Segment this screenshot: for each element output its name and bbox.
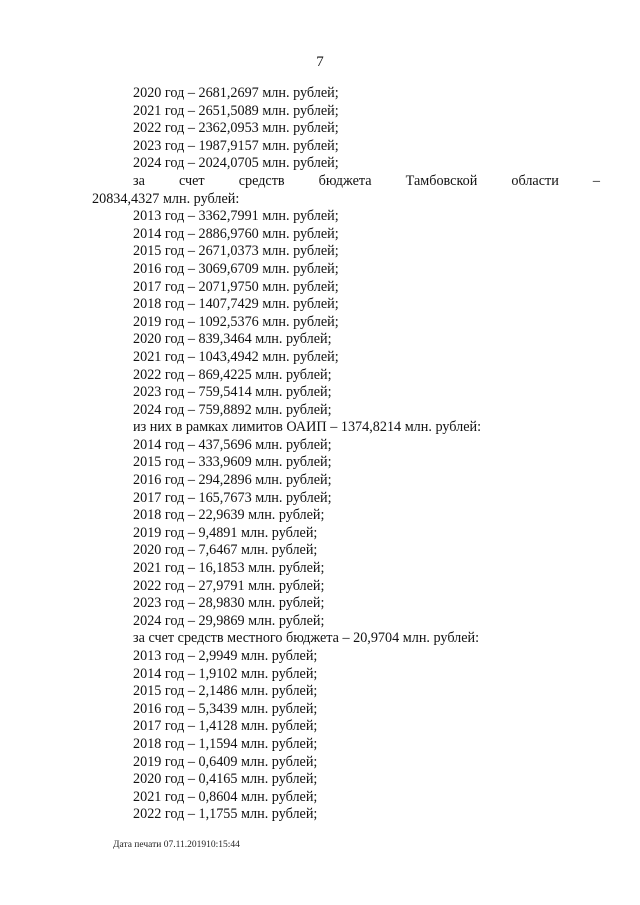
funding-line: 2016 год – 5,3439 млн. рублей; xyxy=(133,700,318,717)
funding-line: 2015 год – 2,1486 млн. рублей; xyxy=(133,683,318,700)
heading-word: средств xyxy=(238,172,285,189)
funding-line: 2022 год – 27,9791 млн. рублей; xyxy=(133,577,325,594)
funding-line: 2024 год – 759,8892 млн. рублей; xyxy=(133,401,332,418)
funding-line: 2021 год – 16,1853 млн. рублей; xyxy=(133,560,325,577)
heading-word: счет xyxy=(178,172,205,189)
funding-line: 2013 год – 3362,7991 млн. рублей; xyxy=(133,208,339,225)
funding-line: 2014 год – 1,9102 млн. рублей; xyxy=(133,665,318,682)
funding-line: 2020 год – 7,6467 млн. рублей; xyxy=(133,542,318,559)
regional-budget-heading xyxy=(0,173,640,191)
heading-word: области xyxy=(511,172,559,189)
heading-word: бюджета xyxy=(318,172,372,189)
funding-line: 2018 год – 1407,7429 млн. рублей; xyxy=(133,296,339,313)
oaip-limits-heading: из них в рамках лимитов ОАИП – 1374,8214 млн. рублей: xyxy=(133,419,482,436)
funding-line: 2024 год – 29,9869 млн. рублей; xyxy=(133,612,325,629)
funding-line: 2022 год – 2362,0953 млн. рублей; xyxy=(133,120,339,137)
funding-lines-before xyxy=(0,85,640,173)
funding-line: 2021 год – 1043,4942 млн. рублей; xyxy=(133,348,339,365)
funding-line: 2019 год – 9,4891 млн. рублей; xyxy=(133,524,318,541)
funding-line: 2019 год – 1092,5376 млн. рублей; xyxy=(133,313,339,330)
funding-lines-after xyxy=(0,208,640,824)
funding-line: 2020 год – 0,4165 млн. рублей; xyxy=(133,771,318,788)
funding-line: 2017 год – 1,4128 млн. рублей; xyxy=(133,718,318,735)
funding-line: 2018 год – 1,1594 млн. рублей; xyxy=(133,735,318,752)
funding-line: 2017 год – 165,7673 млн. рублей; xyxy=(133,489,332,506)
funding-line: 2023 год – 1987,9157 млн. рублей; xyxy=(133,137,339,154)
funding-line: 2019 год – 0,6409 млн. рублей; xyxy=(133,753,318,770)
regional-budget-total: 20834,4327 млн. рублей: xyxy=(92,190,240,207)
funding-line: 2014 год – 437,5696 млн. рублей; xyxy=(133,436,332,453)
funding-line: 2021 год – 2651,5089 млн. рублей; xyxy=(133,102,339,119)
heading-word: – xyxy=(592,172,600,189)
print-date-footer: Дата печати 07.11.201910:15:44 xyxy=(113,840,240,850)
heading-word: за xyxy=(133,172,145,189)
document-body xyxy=(0,85,640,824)
funding-line: 2023 год – 759,5414 млн. рублей; xyxy=(133,384,332,401)
funding-line: 2022 год – 869,4225 млн. рублей; xyxy=(133,366,332,383)
funding-line: 2021 год – 0,8604 млн. рублей; xyxy=(133,788,318,805)
local-budget-heading: за счет средств местного бюджета – 20,9704 млн. рублей: xyxy=(133,630,480,647)
funding-line: 2015 год – 333,9609 млн. рублей; xyxy=(133,454,332,471)
funding-line: 2020 год – 839,3464 млн. рублей; xyxy=(133,331,332,348)
funding-line: 2022 год – 1,1755 млн. рублей; xyxy=(133,806,318,823)
heading-word: Тамбовской xyxy=(405,172,478,189)
funding-line: 2018 год – 22,9639 млн. рублей; xyxy=(133,507,325,524)
page-number: 7 xyxy=(316,54,324,70)
funding-line: 2014 год – 2886,9760 млн. рублей; xyxy=(133,225,339,242)
funding-line: 2024 год – 2024,0705 млн. рублей; xyxy=(133,155,339,172)
funding-line: 2017 год – 2071,9750 млн. рублей; xyxy=(133,278,339,295)
funding-line: 2020 год – 2681,2697 млн. рублей; xyxy=(133,85,339,101)
funding-line: 2015 год – 2671,0373 млн. рублей; xyxy=(133,243,339,260)
funding-line: 2016 год – 294,2896 млн. рублей; xyxy=(133,472,332,489)
funding-line: 2023 год – 28,9830 млн. рублей; xyxy=(133,595,325,612)
funding-line: 2013 год – 2,9949 млн. рублей; xyxy=(133,648,318,664)
funding-line: 2016 год – 3069,6709 млн. рублей; xyxy=(133,260,339,277)
